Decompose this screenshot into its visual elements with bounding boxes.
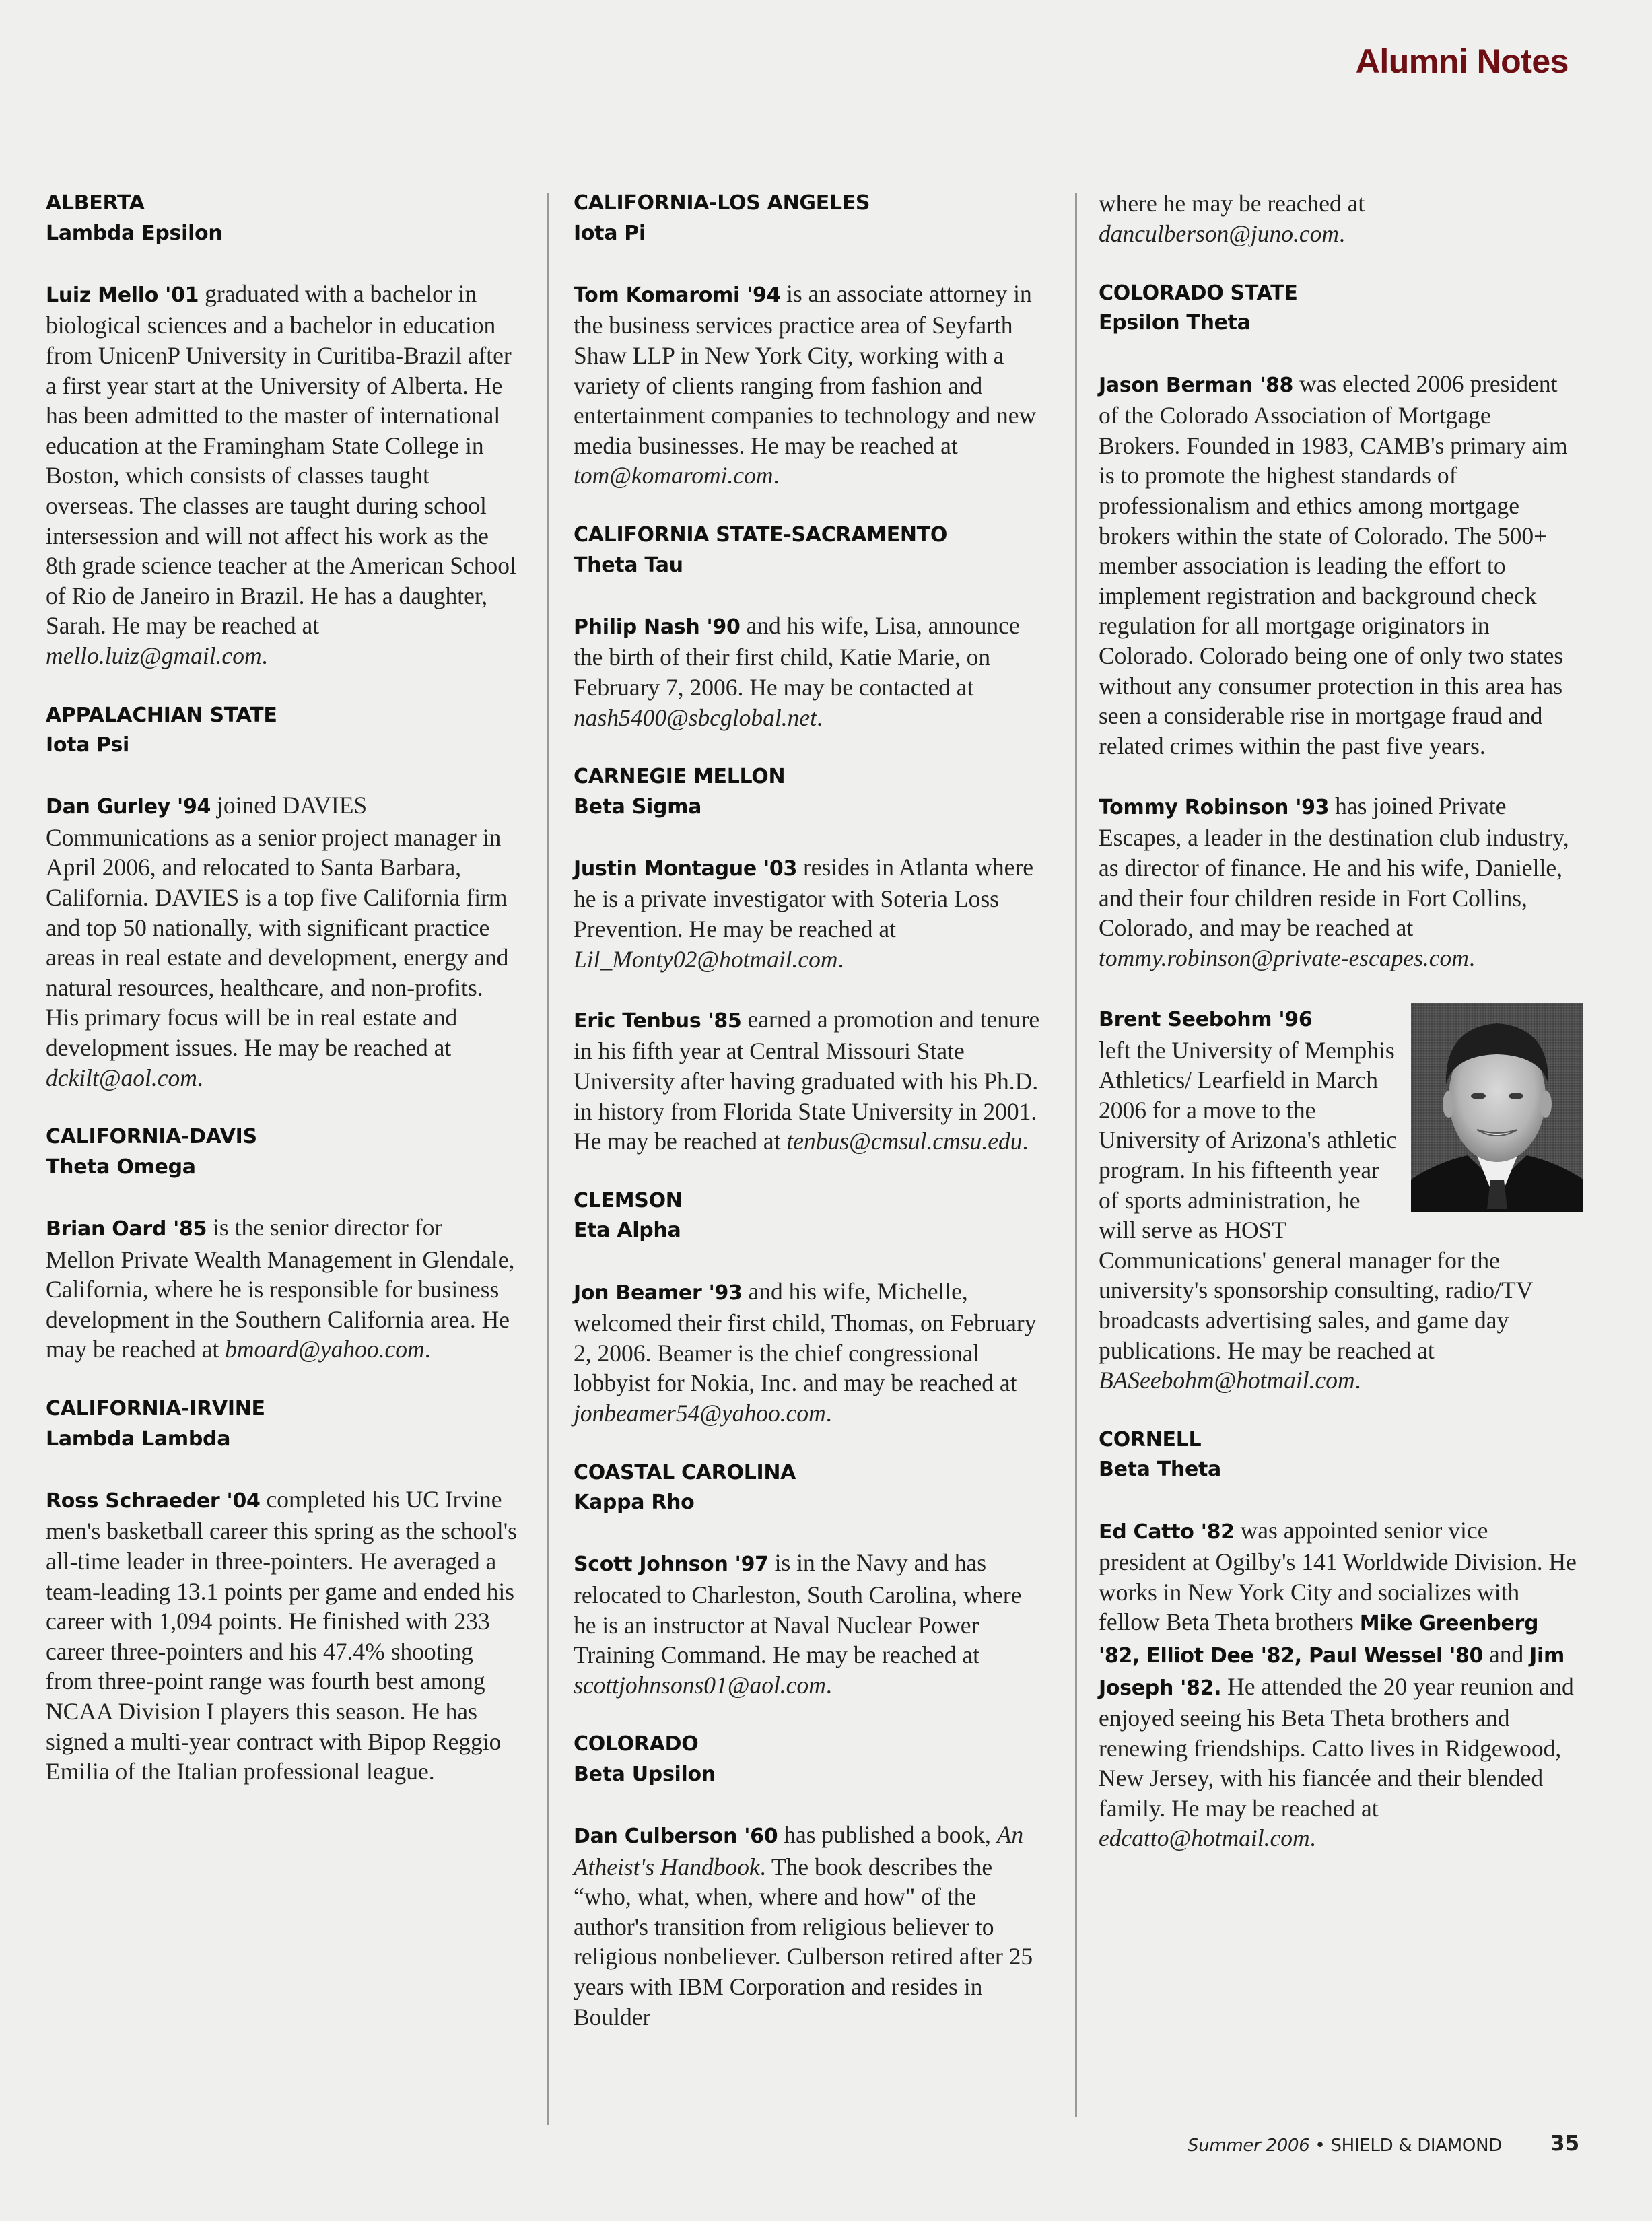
email-link[interactable]: danculberson@juno.com [1099, 219, 1340, 247]
note-text: is in the Navy and has relocated to Charleston, South Carolina, where he is an instructor at Naval Nuclear Power Training Command. He may be reached at [574, 1549, 1022, 1669]
note-end: . [197, 1064, 203, 1091]
email-link[interactable]: scottjohnsons01@aol.com [574, 1671, 826, 1699]
alumni-name: Jason Berman '88 [1099, 373, 1294, 397]
alumni-note [574, 611, 1045, 732]
alumni-name: Ross Schraeder '04 [46, 1489, 261, 1513]
note-text: has joined Private Escapes, a leader in the destination club industry, as director of finance. He and his wife, Danielle, and their four children reside in Fort Collins, Colorado, and may be reached at [1099, 792, 1569, 942]
note-end: . [1468, 944, 1475, 971]
column-1 [46, 189, 517, 1816]
alumni-name: Luiz Mello '01 [46, 283, 199, 307]
chapter-colorado-state [1099, 279, 1577, 1396]
alumni-note [574, 1820, 1045, 2032]
alumni-name: Tommy Robinson '93 [1099, 795, 1330, 819]
note-text: and his wife, Michelle, welcomed their first child, Thomas, on February 2, 2006. Beamer is the chief congressional lobbyist for Nokia, Inc. and may be reached at [574, 1277, 1037, 1397]
alumni-note [46, 1484, 517, 1787]
note-end: . [1339, 219, 1345, 247]
note-end: . [1309, 1824, 1316, 1852]
person-portrait-icon [1411, 1003, 1583, 1212]
alumni-note [1099, 791, 1577, 973]
chapter-coastal-carolina [574, 1458, 1045, 1701]
alumni-name: Brian Oard '85 [46, 1217, 207, 1241]
note-end: . [1354, 1367, 1361, 1394]
column-3 [1099, 189, 1577, 1883]
note-end: . [1022, 1128, 1029, 1155]
chapter-california-irvine [46, 1394, 517, 1787]
email-link[interactable]: Lil_Monty02@hotmail.com [574, 945, 838, 973]
chapter-name: Beta Upsilon [574, 1762, 716, 1786]
email-link[interactable]: mello.luiz@gmail.com [46, 642, 262, 669]
note-text: joined DAVIES Communications as a senior project manager in April 2006, and relocated to Santa Barbara, California. DAVIES is a top five California firm and top 50 nationally, with significant practice areas in real estate and development, energy and natural resources, healthcare, and non-profits. His primary focus will be in real estate and development issues. He may be reached at [46, 792, 509, 1062]
chapter-alberta [46, 189, 517, 671]
alumni-note [574, 1004, 1045, 1157]
chapter-school: CALIFORNIA STATE-SACRAMENTO [574, 522, 948, 547]
chapter-name: Kappa Rho [574, 1491, 695, 1515]
issue-season: Summer 2006 [1188, 2135, 1310, 2156]
note-text: was appointed senior vice president at Ogilby's 141 Worldwide Division. He works in New York City and socializes with fellow Beta Theta brothers [1099, 1516, 1577, 1636]
chapter-school: CORNELL [1099, 1427, 1202, 1451]
chapter-name: Eta Alpha [574, 1219, 681, 1243]
email-link[interactable]: tom@komaromi.com [574, 462, 773, 489]
note-text: . The book describes the “who, what, when, where and how" of the author's transition from religious believer to religious nonbeliever. Culberson retired after 25 years with IBM Corporation and resides in Boulder [574, 1853, 1033, 2030]
chapter-school: COLORADO STATE [1099, 281, 1298, 305]
email-link[interactable]: dckilt@aol.com [46, 1064, 197, 1091]
alumni-note-with-photo [1099, 1003, 1577, 1396]
column-divider [1075, 193, 1077, 2117]
note-end: . [261, 642, 268, 669]
chapter-carnegie-mellon [574, 762, 1045, 1157]
note-end: . [825, 1671, 832, 1699]
alumni-name: Philip Nash '90 [574, 615, 741, 639]
alumni-name: Dan Gurley '94 [46, 795, 211, 819]
chapter-school: CARNEGIE MELLON [574, 765, 786, 789]
chapter-name: Theta Omega [46, 1155, 196, 1179]
email-link[interactable]: edcatto@hotmail.com [1099, 1824, 1310, 1852]
alumni-name: Scott Johnson '97 [574, 1552, 769, 1577]
chapter-california-state-sacramento [574, 520, 1045, 732]
note-text: He attended the 20 year reunion and enjoyed seeing his Beta Theta brothers and renewing friendships. Catto lives in Ridgewood, New Jersey, with his fiancée and their blended family. He may be reached at [1099, 1672, 1574, 1822]
chapter-name: Beta Sigma [574, 794, 702, 819]
publication-name: SHIELD & DIAMOND [1330, 2135, 1502, 2156]
chapter-california-davis [46, 1122, 517, 1365]
email-link[interactable]: BASeebohm@hotmail.com [1099, 1367, 1355, 1394]
note-text: has published a book, [778, 1821, 997, 1849]
email-link[interactable]: jonbeamer54@yahoo.com [574, 1399, 826, 1427]
chapter-name: Iota Pi [574, 221, 646, 245]
alumni-note [46, 790, 517, 1093]
note-text: graduated with a bachelor in biological sciences and a bachelor in education from UnicenP University in Curitiba-Brazil after a first year start at the University of Alberta. He has been admitted to the master of international education at the Framingham State College in Boston, which consists of classes taught overseas. The classes are taught during school intersession and will not affect his work as the 8th grade science teacher at the American School of Rio de Janeiro in Brazil. He has a daughter, Sarah. He may be reached at [46, 279, 516, 640]
note-text: left the University of Memphis Athletics/ Learfield in March 2006 for a move to the University of Arizona's athletic program. In his fifteenth year of sports administration, he will serve as HOST Communications' general manager for the university's sponsorship consulting, radio/TV broadcasts advertising sales, and game day publications. He may be reached at [1099, 1036, 1533, 1364]
note-text: and his wife, Lisa, announce the birth of their first child, Katie Marie, on February 7, 2006. He may be contacted at [574, 611, 1020, 701]
alumni-note [46, 279, 517, 671]
note-text: is an associate attorney in the business services practice area of Seyfarth Shaw LLP in New York City, working with a variety of clients ranging from fashion and entertainment companies to technology and new media businesses. He may be reached at [574, 279, 1037, 459]
page-footer [1188, 2135, 1502, 2156]
chapter-school: CLEMSON [574, 1188, 683, 1212]
alumni-note [1099, 369, 1577, 761]
alumni-name: Brent Seebohm '96 [1099, 1008, 1313, 1032]
footer-separator: • [1309, 2135, 1331, 2156]
alumni-note [574, 279, 1045, 491]
email-link[interactable]: bmoard@yahoo.com [225, 1336, 425, 1363]
mentioned-brothers: Mike Greenberg '82, Elliot Dee '82, Paul Wessel '80 [1099, 1612, 1539, 1668]
note-text: is the senior director for Mellon Private Wealth Management in Glendale, California, where he is responsible for business development in the Southern California area. He may be reached at [46, 1214, 515, 1363]
chapter-school: CALIFORNIA-DAVIS [46, 1125, 257, 1149]
alumni-name: Dan Culberson '60 [574, 1824, 778, 1849]
chapter-name: Lambda Lambda [46, 1427, 231, 1451]
chapter-name: Lambda Epsilon [46, 221, 223, 245]
note-text: and [1483, 1640, 1530, 1668]
note-text: was elected 2006 president of the Colorado Association of Mortgage Brokers. Founded in 1983, CAMB's primary aim is to promote the highest standards of professionalism and ethics among mortgage brokers within the state of Colorado. The 500+ member association is leading the effort to implement registration and background check regulation for all mortgage originators in Colorado. Colorado being one of only two states without any consumer protection in this area has seen a considerable rise in mortgage fraud and related crimes within the past five years. [1099, 370, 1568, 759]
chapter-colorado [574, 1730, 1045, 2032]
section-title: Alumni Notes [1355, 42, 1569, 80]
note-text: completed his UC Irvine men's basketball career this spring as the school's all-time leader in three-pointers. He averaged a team-leading 13.1 points per game and ended his career with 1,094 points. He finished with 233 career three-pointers and his 47.4% shooting from three-point range was fourth best among NCAA Division I players this season. He has signed a multi-year contract with Bipop Reggio Emilia of the Italian professional league. [46, 1485, 517, 1785]
note-text: earned a promotion and tenure in his fifth year at Central Missouri State University after having graduated with his Ph.D. in history from Florida State University in 2001. He may be reached at [574, 1005, 1040, 1155]
email-link[interactable]: tommy.robinson@private-escapes.com [1099, 944, 1469, 971]
chapter-school: COASTAL CAROLINA [574, 1460, 796, 1484]
chapter-clemson [574, 1186, 1045, 1429]
column-2 [574, 189, 1045, 2061]
chapter-school: ALBERTA [46, 191, 145, 215]
alumni-note [574, 1548, 1045, 1700]
alumni-name: Ed Catto '82 [1099, 1519, 1235, 1544]
book-title: An Atheist's Handbook [574, 1821, 1024, 1880]
note-end: . [825, 1399, 832, 1427]
page-number: 35 [1550, 2131, 1580, 2156]
chapter-school: COLORADO [574, 1732, 699, 1756]
alumni-note [574, 852, 1045, 974]
note-end: . [424, 1336, 431, 1363]
chapter-name: Theta Tau [574, 553, 683, 577]
alumni-name: Justin Montague '03 [574, 856, 798, 881]
chapter-name: Beta Theta [1099, 1458, 1221, 1482]
chapter-cornell [1099, 1425, 1577, 1853]
email-link[interactable]: tenbus@cmsul.cmsu.edu [786, 1128, 1023, 1155]
alumni-note [46, 1212, 517, 1365]
chapter-school: CALIFORNIA-LOS ANGELES [574, 191, 870, 215]
alumni-note [574, 1276, 1045, 1429]
chapter-appalachian-state [46, 701, 517, 1093]
email-link[interactable]: nash5400@sbcglobal.net [574, 704, 817, 731]
continued-note [1099, 189, 1577, 248]
column-divider [547, 193, 549, 2125]
chapter-school: CALIFORNIA-IRVINE [46, 1396, 265, 1421]
note-end: . [773, 462, 780, 489]
chapter-california-los-angeles [574, 189, 1045, 491]
alumni-name: Jon Beamer '93 [574, 1280, 743, 1305]
chapter-name: Epsilon Theta [1099, 311, 1251, 335]
alumni-name: Tom Komaromi '94 [574, 283, 781, 307]
portrait-photo [1411, 1003, 1583, 1212]
chapter-name: Iota Psi [46, 733, 130, 757]
alumni-name: Eric Tenbus '85 [574, 1009, 742, 1033]
alumni-note [1099, 1515, 1577, 1854]
note-text: where he may be reached at [1099, 190, 1365, 217]
note-end: . [817, 704, 823, 731]
note-end: . [837, 945, 844, 973]
mentioned-brother: Jim Joseph '82. [1099, 1643, 1564, 1700]
chapter-school: APPALACHIAN STATE [46, 703, 277, 727]
note-text: resides in Atlanta where he is a private investigator with Soteria Loss Prevention. He may be reached at [574, 853, 1034, 943]
